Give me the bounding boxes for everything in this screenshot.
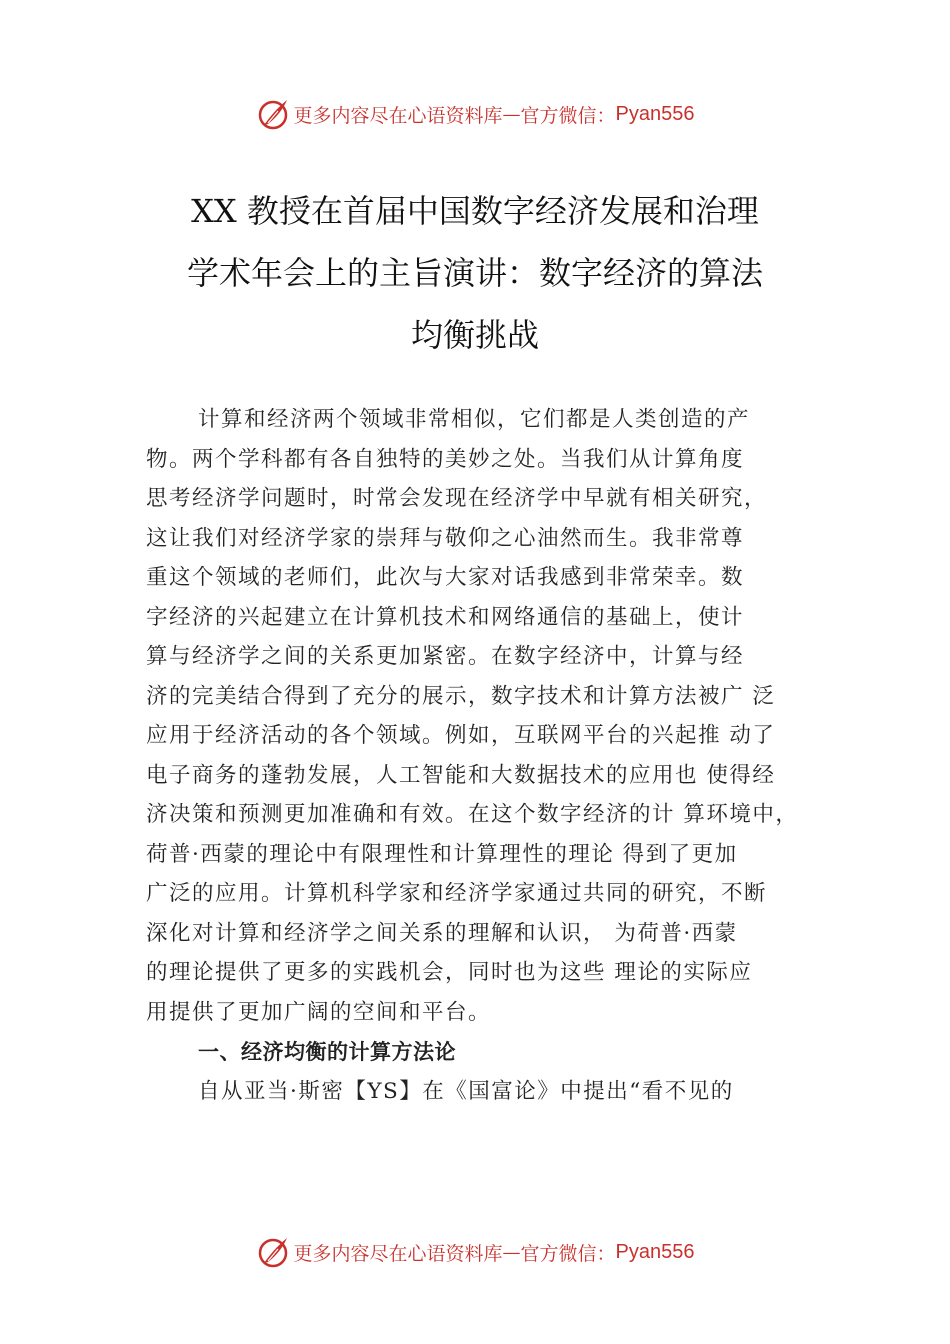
paragraph-line: 思考经济学问题时，时常会发现在经济学中早就有相关研究， bbox=[146, 486, 768, 511]
paragraph-line: 算与经济学之间的关系更加紧密。在数字经济中，计算与经 bbox=[146, 644, 745, 669]
paragraph-line: 电子商务的蓬勃发展，人工智能和大数据技术的应用也 使得经 bbox=[146, 762, 776, 788]
section-heading: 一、经济均衡的计算方法论 bbox=[198, 1040, 456, 1064]
quill-logo-icon bbox=[256, 97, 290, 131]
document-body bbox=[146, 400, 846, 1112]
paragraph-line: 荷普·西蒙的理论中有限理性和计算理性的理论 得到了更加 bbox=[146, 841, 738, 867]
watermark-separator: — bbox=[502, 1241, 521, 1263]
watermark-banner-top bbox=[0, 94, 950, 134]
title-line: 学术年会上的主旨演讲：数字经济的算法 bbox=[186, 254, 763, 292]
paragraph-line: 自从亚当·斯密【YS】在《国富论》中提出“看不见的 bbox=[198, 1079, 734, 1104]
watermark-label: 官方微信： bbox=[520, 104, 616, 127]
paragraph-line: 计算和经济两个领域非常相似，它们都是人类创造的产 bbox=[198, 407, 751, 432]
title-line: XX 教授在首届中国数字经济发展和治理 bbox=[191, 192, 759, 230]
paragraph-line: 深化对计算和经济学之间关系的理解和认识， 为荷普·西蒙 bbox=[146, 920, 738, 946]
paragraph-line: 物。两个学科都有各自独特的美妙之处。当我们从计算角度 bbox=[146, 446, 745, 472]
paragraph-line: 广泛的应用。计算机科学家和经济学家通过共同的研究，不断 bbox=[146, 881, 768, 906]
paragraph-line: 济决策和预测更加准确和有效。在这个数字经济的计 算环境中， bbox=[146, 802, 799, 827]
watermark-id: Pyan556 bbox=[615, 102, 695, 125]
paragraph-line: 重这个领域的老师们，此次与大家对话我感到非常荣幸。数 bbox=[146, 565, 745, 590]
watermark-separator: — bbox=[502, 103, 521, 125]
watermark-banner-bottom bbox=[0, 1232, 950, 1272]
paragraph-line: 济的完美结合得到了充分的展示，数字技术和计算方法被广 泛 bbox=[146, 683, 776, 709]
document-title bbox=[100, 180, 850, 366]
paragraph-line: 应用于经济活动的各个领域。例如，互联网平台的兴起推 动了 bbox=[146, 723, 776, 748]
paragraph-line: 这让我们对经济学家的崇拜与敬仰之心油然而生。我非常尊 bbox=[146, 525, 745, 551]
paragraph-line: 的理论提供了更多的实践机会，同时也为这些 理论的实际应 bbox=[146, 960, 753, 985]
title-line: 均衡挑战 bbox=[410, 316, 539, 354]
watermark-text: 更多内容尽在心语资料库 bbox=[293, 1242, 503, 1265]
watermark-label: 官方微信： bbox=[520, 1242, 616, 1265]
paragraph-line: 字经济的兴起建立在计算机技术和网络通信的基础上，使计 bbox=[146, 604, 745, 630]
quill-logo-icon bbox=[256, 1235, 290, 1269]
watermark-text: 更多内容尽在心语资料库 bbox=[293, 104, 503, 127]
paragraph-line: 用提供了更加广阔的空间和平台。 bbox=[146, 999, 492, 1025]
watermark-id: Pyan556 bbox=[615, 1240, 695, 1263]
